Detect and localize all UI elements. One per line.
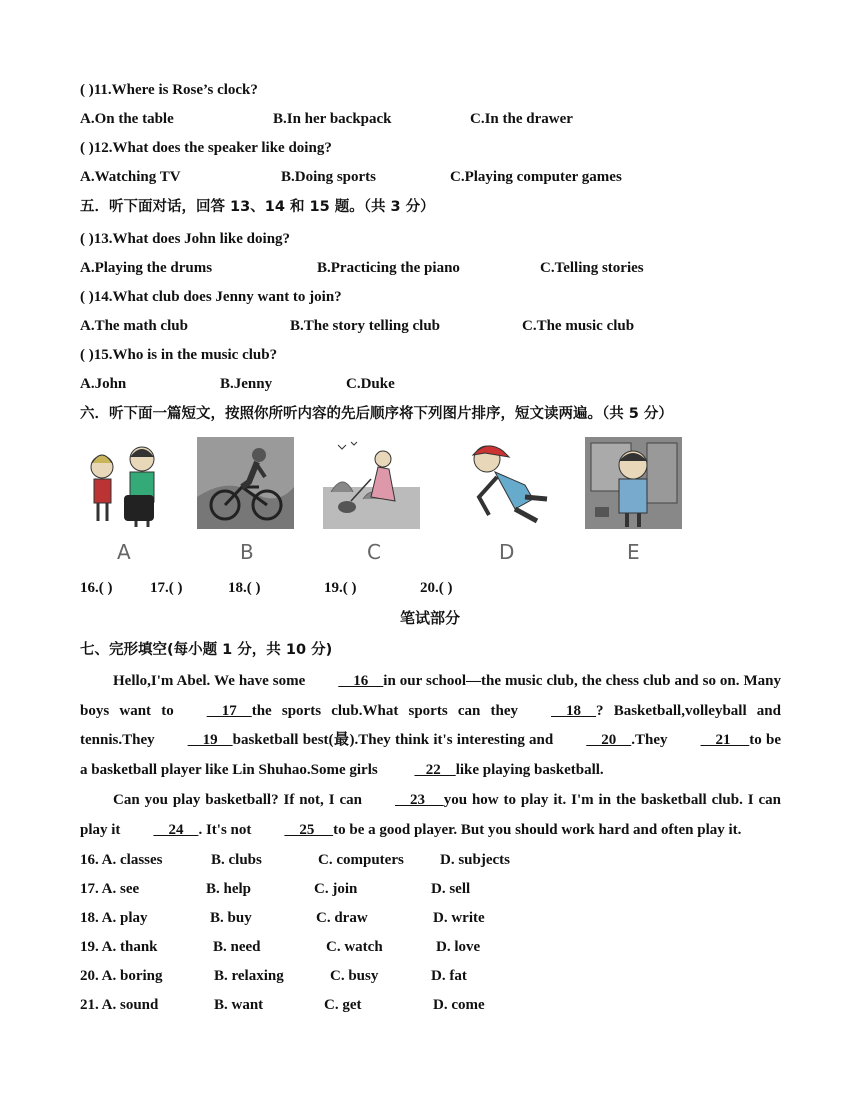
passage-text: ? Basketball,volleyball and tennis.They	[80, 702, 781, 749]
passage-paragraph-1	[80, 667, 781, 786]
option-d: D. subjects	[440, 852, 510, 868]
option-b: B.Doing sports	[281, 169, 377, 185]
written-part-heading: 笔试部分	[399, 609, 460, 627]
option-c: C.In the drawer	[470, 111, 573, 127]
option-b: B. buy	[210, 910, 252, 926]
cloze-blank-21: 21	[700, 732, 750, 749]
option-c: C. busy	[330, 968, 379, 984]
option-c: C.The music club	[522, 318, 635, 334]
cloze-blank-23: 23	[394, 792, 444, 808]
option-b: B. help	[206, 881, 252, 897]
picture-a-children-talking	[80, 437, 177, 529]
picture-e-boy-at-home	[585, 437, 682, 529]
passage-text: the sports club.What sports can they	[251, 702, 519, 719]
cloze-blank-16: 16	[338, 673, 384, 689]
passage-text: you how to play it. I'm in the basketball club. I can play it	[80, 792, 782, 838]
option-c: C. draw	[316, 910, 368, 926]
question-13: ( )13.What does John like doing?	[80, 231, 291, 247]
option-a: A.The math club	[80, 318, 188, 334]
picture-b-riding-bike	[197, 437, 294, 529]
option-c: C. get	[324, 997, 362, 1013]
blank-19[interactable]: 19.( )	[324, 580, 357, 596]
option-c: C.Telling stories	[540, 260, 644, 276]
option-a: 16. A. classes	[80, 852, 163, 868]
section-5-heading: 五．听下面对话，回答 13、14 和 15 题。（共 3 分）	[80, 199, 435, 215]
passage-text: Can you play basketball? If not, I can	[113, 792, 362, 808]
passage-text: basketball best(最).They think it's interesting and	[232, 732, 554, 749]
option-b: B.The story telling club	[290, 318, 441, 334]
option-d: D. sell	[431, 881, 471, 897]
cloze-blank-24: 24	[153, 821, 199, 838]
option-c: C. join	[314, 881, 358, 897]
passage-text: . It's not	[198, 821, 252, 838]
cloze-blank-20: 20	[586, 732, 632, 749]
option-a: 20. A. boring	[80, 968, 163, 984]
option-b: B.Jenny	[220, 376, 273, 392]
section-6-heading: 六．听下面一篇短文，按照你所听内容的先后顺序将下列图片排序，短文读两遍。（共 5 分）	[80, 406, 673, 422]
cloze-blank-18: 18	[551, 702, 597, 719]
option-d: D. write	[433, 910, 485, 926]
option-a: A.Playing the drums	[80, 260, 213, 276]
option-d: D. love	[436, 939, 481, 955]
question-11: ( )11.Where is Rose’s clock?	[80, 82, 258, 98]
option-a: A.John	[80, 376, 127, 392]
picture-d-running-boy	[455, 437, 552, 529]
passage-text: to be a good player. But you should work hard and often play it.	[333, 821, 742, 838]
cloze-blank-25: 25	[284, 821, 334, 838]
blank-16[interactable]: 16.( )	[80, 580, 113, 596]
option-a: A.On the table	[80, 111, 174, 127]
option-b: B. clubs	[211, 852, 262, 868]
picture-label-d: D	[499, 540, 515, 564]
picture-c-walking-dog	[323, 437, 420, 529]
option-a: 19. A. thank	[80, 939, 158, 955]
option-c: C. watch	[326, 939, 383, 955]
passage-text: to be a basketball player like Lin Shuhao.Some girls	[80, 732, 781, 779]
cloze-blank-22: 22	[414, 762, 456, 779]
option-a: 21. A. sound	[80, 997, 159, 1013]
option-b: B. want	[214, 997, 264, 1013]
option-d: D. come	[433, 997, 485, 1013]
section-7-heading: 七、完形填空(每小题 1 分，共 10 分)	[80, 642, 333, 658]
option-b: B. relaxing	[214, 968, 284, 984]
picture-label-a: A	[117, 540, 131, 564]
picture-label-c: C	[367, 540, 381, 564]
cloze-blank-19: 19	[187, 732, 233, 749]
option-a: A.Watching TV	[80, 169, 181, 185]
option-c: C.Playing computer games	[450, 169, 622, 185]
option-c: C.Duke	[346, 376, 395, 392]
picture-label-e: E	[627, 540, 640, 564]
option-c: C. computers	[318, 852, 404, 868]
option-d: D. fat	[431, 968, 467, 984]
option-b: B.Practicing the piano	[317, 260, 460, 276]
question-14: ( )14.What club does Jenny want to join?	[80, 289, 342, 305]
passage-text: Hello,I'm Abel. We have some	[113, 673, 306, 689]
passage-paragraph-2	[80, 786, 781, 845]
question-15: ( )15.Who is in the music club?	[80, 347, 278, 363]
option-b: B. need	[213, 939, 261, 955]
question-12: ( )12.What does the speaker like doing?	[80, 140, 332, 156]
picture-label-b: B	[240, 540, 254, 564]
cloze-blank-17: 17	[206, 702, 252, 719]
blank-20[interactable]: 20.( )	[420, 580, 453, 596]
passage-text: in our school—the music club, the chess club and so on. Many boys want to	[80, 673, 781, 719]
option-a: 17. A. see	[80, 881, 140, 897]
blank-18[interactable]: 18.( )	[228, 580, 261, 596]
blank-17[interactable]: 17.( )	[150, 580, 183, 596]
option-b: B.In her backpack	[273, 111, 392, 127]
passage-text: .They	[631, 732, 668, 749]
option-a: 18. A. play	[80, 910, 148, 926]
passage-text: like playing basketball.	[455, 762, 604, 779]
